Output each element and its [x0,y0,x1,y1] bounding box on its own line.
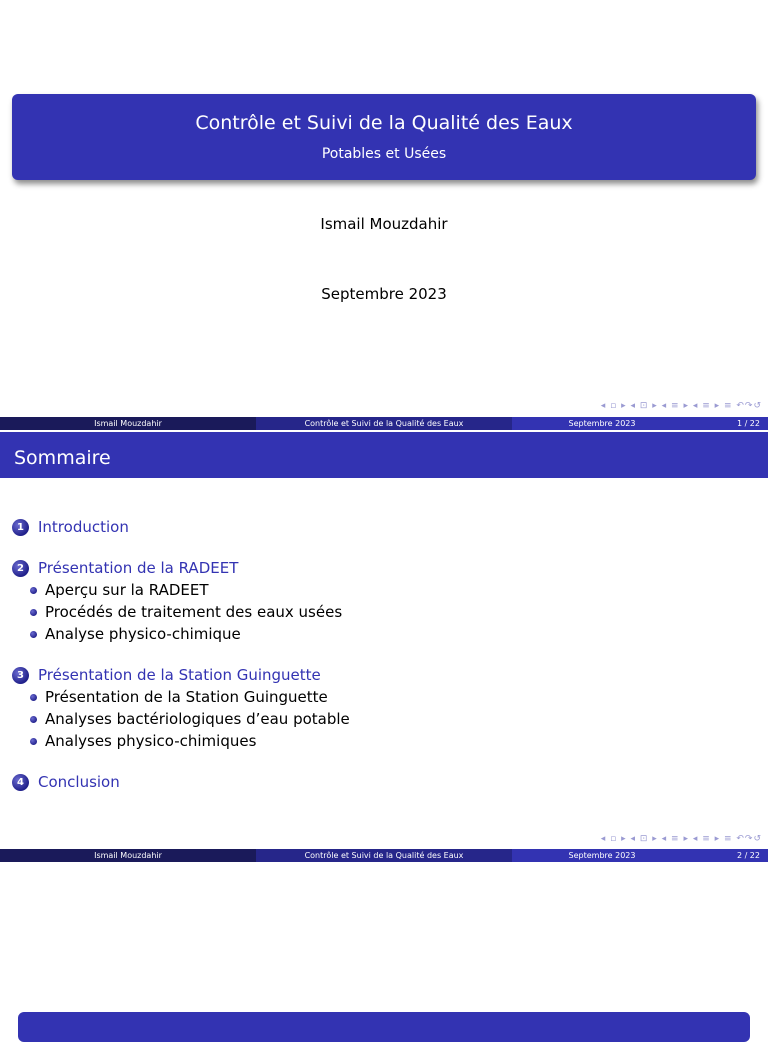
toc-subsection-link[interactable]: Présentation de la Station Guinguette [45,688,328,706]
toc-section [12,516,752,538]
navigation-icons[interactable]: ◂ ▫ ▸ ◂ ⊡ ▸ ◂ ≡ ▸ ◂ ≡ ▸ ≡ ↶↷↺ [600,834,762,844]
footer-title: Contrôle et Suivi de la Qualité des Eaux [256,849,512,862]
toc-section-row[interactable] [12,557,752,579]
toc-subsection-link[interactable]: Procédés de traitement des eaux usées [45,603,343,621]
toc-section [12,664,752,752]
toc-subsection-row[interactable] [12,601,752,623]
title-block [12,94,756,180]
section-number-ball: 4 [12,774,29,791]
presentation-date: Septembre 2023 [321,285,447,303]
bullet-icon [30,694,37,701]
presentation-title: Contrôle et Suivi de la Qualité des Eaux [195,112,573,134]
page-number: 2 / 22 [736,851,760,860]
toc-subsection-row[interactable] [12,730,752,752]
section-number-ball: 3 [12,667,29,684]
toc-subsection-link[interactable]: Analyse physico-chimique [45,625,241,643]
bullet-icon [30,587,37,594]
toc-section-link[interactable]: Présentation de la RADEET [38,559,239,577]
bullet-icon [30,716,37,723]
toc-subsection-link[interactable]: Aperçu sur la RADEET [45,581,209,599]
toc-section-row[interactable] [12,664,752,686]
footline [0,849,768,862]
presentation-subtitle: Potables et Usées [321,146,447,162]
section-number-ball: 1 [12,519,29,536]
toc-subsection-row[interactable] [12,623,752,645]
toc-section-row[interactable] [12,771,752,793]
toc-section-link[interactable]: Présentation de la Station Guinguette [38,666,321,684]
footline [0,417,768,430]
bullet-icon [30,631,37,638]
toc-section [12,557,752,645]
frame-title: Sommaire [14,447,111,469]
toc-section-row[interactable] [12,516,752,538]
bullet-icon [30,609,37,616]
author-name: Ismail Mouzdahir [320,215,448,233]
frame-title-bar [0,432,768,478]
title-slide [0,0,768,430]
toc-subsection-link[interactable]: Analyses bactériologiques d’eau potable [45,710,350,728]
toc-subsection-link[interactable]: Analyses physico-chimiques [45,732,257,750]
footer-date-page [512,417,768,430]
toc-section-link[interactable]: Conclusion [38,773,120,791]
toc-section-link[interactable]: Introduction [38,518,129,536]
footer-author: Ismail Mouzdahir [0,417,256,430]
page-number: 1 / 22 [736,419,760,428]
next-slide [0,862,768,1024]
toc-subsection-row[interactable] [12,708,752,730]
toc-slide [0,430,768,862]
toc-subsection-row[interactable] [12,686,752,708]
toc-subsection-row[interactable] [12,579,752,601]
footer-author: Ismail Mouzdahir [0,849,256,862]
toc-section [12,771,752,793]
footer-title: Contrôle et Suivi de la Qualité des Eaux [256,417,512,430]
footer-date: Septembre 2023 [568,419,636,428]
frame-title-bar [18,1012,750,1042]
bullet-icon [30,738,37,745]
table-of-contents [12,516,752,793]
footer-date: Septembre 2023 [568,851,636,860]
section-number-ball: 2 [12,560,29,577]
navigation-icons[interactable]: ◂ ▫ ▸ ◂ ⊡ ▸ ◂ ≡ ▸ ◂ ≡ ▸ ≡ ↶↷↺ [600,401,762,411]
footer-date-page [512,849,768,862]
